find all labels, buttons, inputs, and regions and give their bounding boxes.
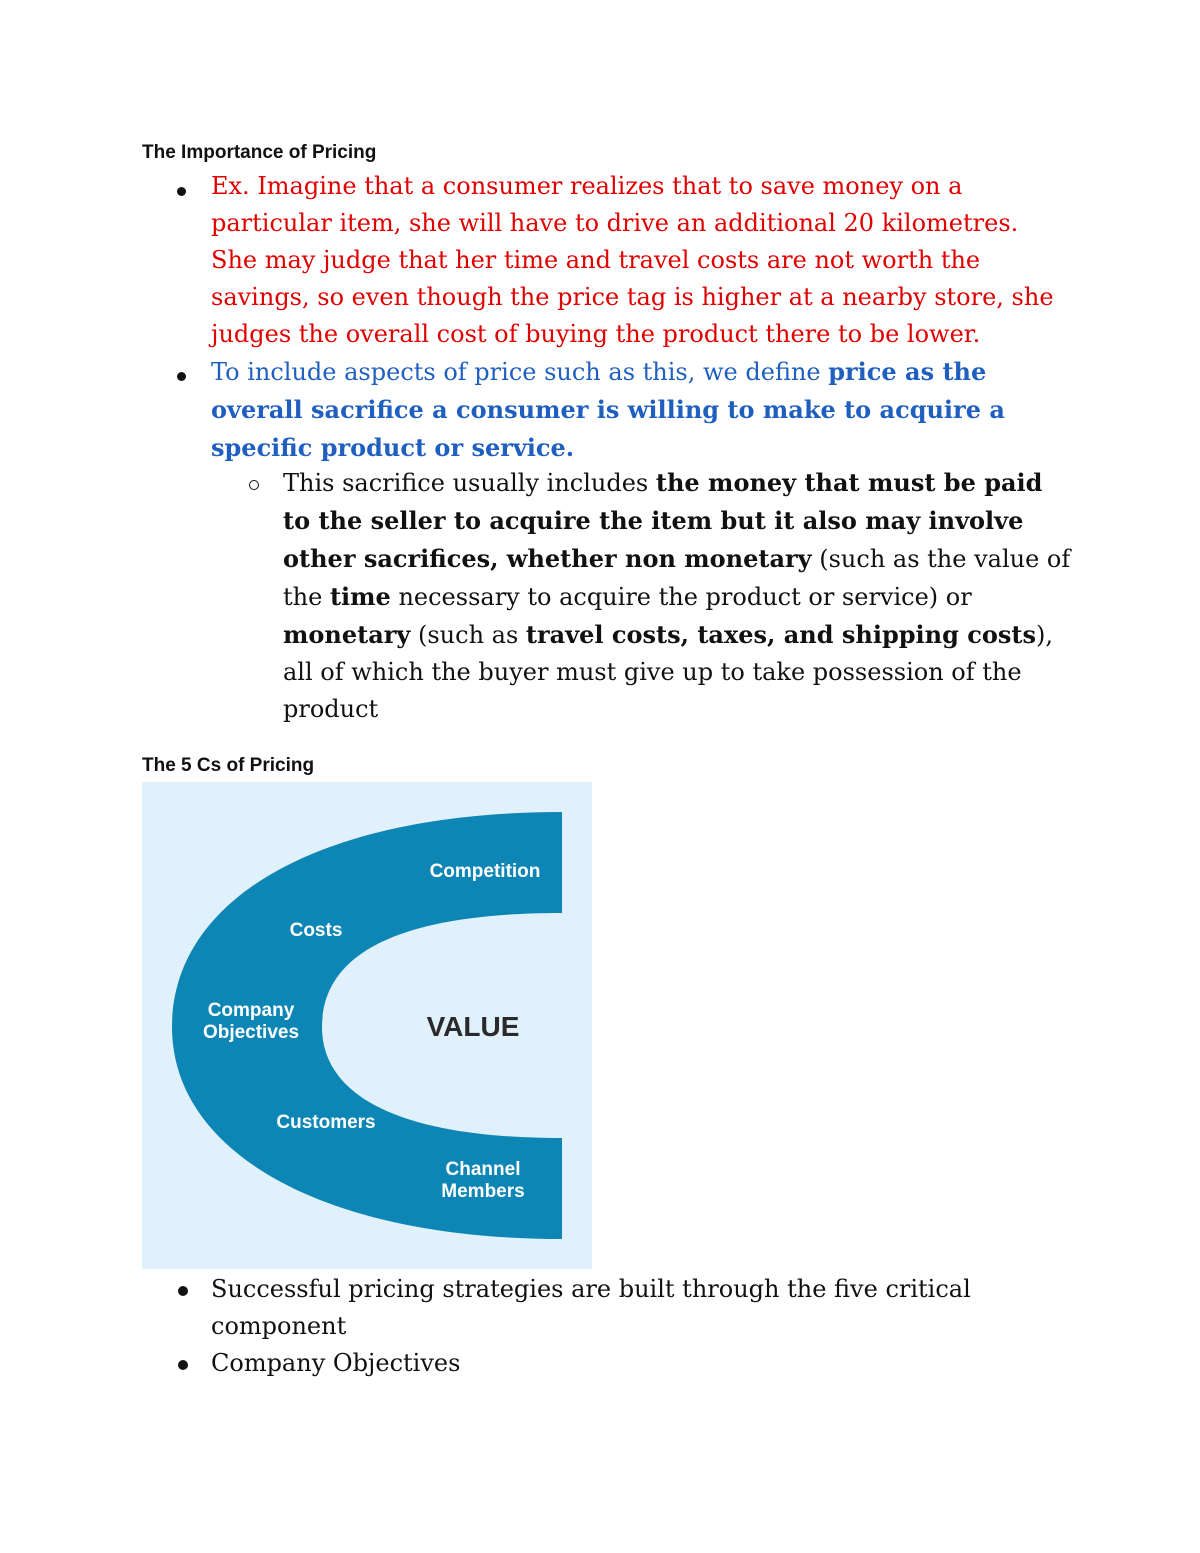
- sub-text-2: (such as the value of the: [283, 545, 1071, 611]
- sub-text-3: necessary to acquire the product or service) or: [390, 583, 972, 611]
- sub-bullet-circle: [249, 480, 259, 490]
- label-channel-line1: Channel: [445, 1159, 521, 1180]
- section-title-five-cs: The 5 Cs of Pricing: [142, 755, 315, 776]
- example-bullet-text: Ex. Imagine that a consumer realizes that to save money on a particular item, she will have to drive an additional 20 kilometres. She may judge that her time and travel costs are not worth the savings, so even though the price tag is higher at a nearby store, she judges the overall cost of buying the product there to be lower.: [211, 172, 1054, 348]
- definition-bold: price as the overall sacrifice a consumer is willing to make to acquire a specific product or service.: [211, 357, 1005, 462]
- label-company-line2: Objectives: [202, 1022, 300, 1043]
- label-costs: Costs: [289, 920, 343, 941]
- label-value: VALUE: [426, 1011, 520, 1042]
- definition-intro: To include aspects of price such as this, we define: [211, 358, 829, 386]
- label-customers: Customers: [276, 1112, 376, 1133]
- sub-text-4: (such as: [410, 621, 526, 649]
- sub-bold-3: monetary: [283, 620, 411, 649]
- bullet-dot: [177, 372, 186, 381]
- bullet-dot: [177, 187, 186, 196]
- label-channel-line2: Members: [441, 1181, 525, 1202]
- definition-bullet-text: [211, 353, 1071, 467]
- bottom-bullet-1: Successful pricing strategies are built through the five critical component: [211, 1275, 971, 1340]
- bullet-dot: [178, 1286, 188, 1296]
- sub-text-1: This sacrifice usually includes: [283, 469, 656, 497]
- sub-bold-1: the money that must be paid to the seller to acquire the item but it also may involve other sacrifices, whether non monetary: [283, 468, 1043, 573]
- five-cs-diagram: [142, 782, 592, 1269]
- bullet-dot: [178, 1360, 188, 1370]
- sub-text-5: ), all of which the buyer must give up to take possession of the product: [283, 621, 1053, 723]
- sub-bold-2: time: [329, 582, 391, 611]
- label-company-line1: Company: [207, 1000, 295, 1021]
- section-title-importance: The Importance of Pricing: [142, 142, 377, 163]
- sub-bold-4: travel costs, taxes, and shipping costs: [525, 620, 1036, 649]
- label-competition: Competition: [429, 861, 541, 882]
- bottom-bullet-2: Company Objectives: [211, 1349, 461, 1377]
- sacrifice-sub-bullet-text: [283, 464, 1073, 728]
